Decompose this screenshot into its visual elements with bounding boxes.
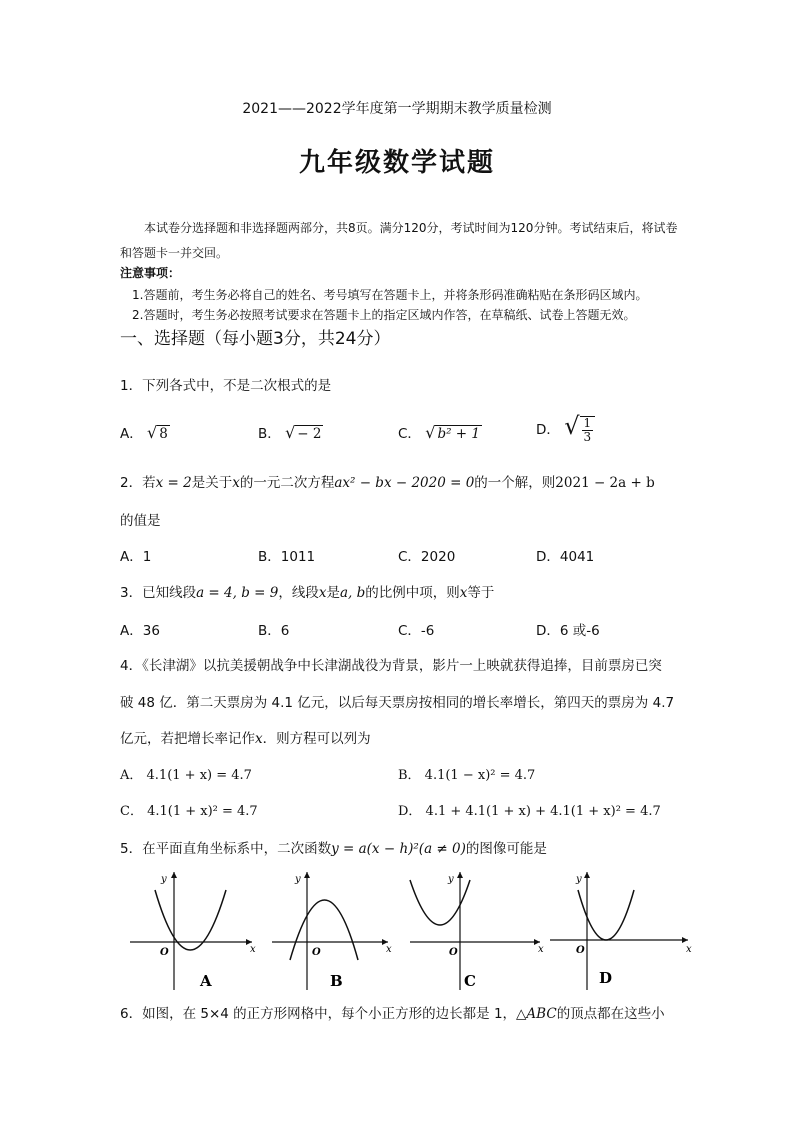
q2-expression: 2021 − 2a + b [555, 475, 655, 491]
q1-d-denominator: 3 [583, 430, 592, 444]
q1-option-d-label: D． [536, 422, 560, 438]
q1-c-radicand: b² + 1 [437, 426, 480, 442]
q3-ab: a, b [339, 585, 366, 601]
section-title: 一、选择题（每小题3分，共24分） [120, 329, 391, 349]
exam-intro: 本试卷分选择题和非选择题两部分，共8页。满分120分，考试时间为120分钟。考试结束后，将试卷和答题卡一并交回。 [120, 221, 678, 260]
sqrt-expression: √ 8 [147, 423, 168, 442]
graph-b-x-label: x [386, 944, 392, 955]
notice-item-1: 1.答题前，考生务必将自己的姓名、考号填写在答题卡上，并将条形码准确粘贴在条形码区域内。 [132, 288, 648, 302]
question-1-stem: 1．下列各式中，不是二次根式的是 [120, 378, 332, 394]
q2-text-pre: 2．若 [120, 475, 156, 491]
arrow-icon [171, 872, 177, 878]
graph-d [550, 872, 692, 990]
graph-b-origin: O [312, 947, 321, 958]
graph-a-x-label: x [250, 944, 256, 955]
question-5-stem [120, 837, 547, 857]
graph-c-y-label: y [448, 874, 454, 885]
question-2-stem [120, 471, 655, 491]
q3-option-a: A．36 [120, 623, 160, 639]
graph-c [410, 872, 544, 990]
q2-text-post: 的一个解，则 [474, 475, 556, 491]
graph-d-x-label: x [686, 944, 692, 955]
q1-option-a [120, 422, 170, 442]
q2-option-b: B．1011 [258, 549, 316, 565]
q1-b-radicand: − 2 [297, 426, 322, 442]
graph-d-y-label: y [576, 874, 582, 885]
q3-text-end: 等于 [467, 585, 495, 601]
graph-a-origin: O [160, 947, 169, 958]
question-2-line2: 的值是 [120, 513, 161, 529]
q2-equation: ax² − bx − 2020 = 0 [334, 475, 475, 491]
q4-line3-post: ．则方程可以列为 [262, 731, 371, 747]
question-3-stem [120, 581, 494, 601]
q4-variable: x [255, 731, 263, 747]
q2-condition: x = 2 [155, 475, 192, 491]
arrow-icon [457, 872, 463, 878]
question-4-line2: 破 48 亿．第二天票房为 4.1 亿元，以后每天票房按相同的增长率增长，第四天的票房为 4.7 [120, 695, 675, 711]
q5-equation: y = a(x − h)²(a ≠ 0) [331, 841, 466, 857]
sqrt-expression: √ b² + 1 [425, 423, 480, 442]
q5-graphs [0, 860, 794, 995]
graph-a-parabola [155, 890, 226, 950]
exam-title: 九年级数学试题 [298, 148, 495, 178]
graph-a-label: A [200, 972, 212, 990]
q3-values: a = 4, b = 9 [196, 585, 279, 601]
q1-d-numerator: 1 [583, 416, 592, 430]
q6-triangle: △ABC [516, 1006, 557, 1022]
q3-option-d: D．6 或-6 [536, 623, 600, 639]
q4-line3-pre: 亿元，若把增长率记作 [120, 731, 255, 747]
q4-option-d: D． 4.1 + 4.1(1 + x) + 4.1(1 + x)² = 4.7 [398, 804, 661, 819]
sqrt-expression: √ $\frac{1}{3}$ [564, 412, 595, 444]
q3-variable-2: x [459, 585, 468, 601]
q1-option-b [258, 422, 323, 442]
q4-option-b: B． 4.1(1 − x)² = 4.7 [398, 768, 536, 783]
q4-option-c: C． 4.1(1 + x)² = 4.7 [120, 804, 258, 819]
q1-a-radicand: 8 [159, 426, 168, 442]
question-4-line1: 4．《长津湖》以抗美援朝战争中长津湖战役为背景，影片一上映就获得追捧，目前票房已突 [120, 658, 662, 674]
q4-option-a: A． 4.1(1 + x) = 4.7 [120, 768, 252, 783]
notice-title: 注意事项： [120, 266, 181, 280]
q2-option-d: D．4041 [536, 549, 595, 565]
fraction [582, 417, 594, 444]
q6-text-post: 的顶点都在这些小 [556, 1006, 665, 1022]
arrow-icon [584, 872, 590, 878]
graph-c-origin: O [449, 947, 458, 958]
q1-option-c-label: C． [398, 426, 421, 442]
arrow-icon [682, 937, 688, 943]
graph-c-x-label: x [538, 944, 544, 955]
q3-text-mid: ，线段 [278, 585, 319, 601]
q1-option-a-label: A． [120, 426, 143, 442]
question-6-stem [120, 1002, 665, 1022]
exam-header: 2021——2022学年度第一学期期末教学质量检测 [242, 101, 552, 117]
q1-option-b-label: B． [258, 426, 281, 442]
graph-c-label: C [464, 972, 476, 990]
graph-d-label: D [599, 969, 613, 987]
arrow-icon [304, 872, 310, 878]
q3-text-post: 的比例中项，则 [365, 585, 460, 601]
graph-d-origin: O [576, 945, 585, 956]
graph-a-y-label: y [161, 874, 167, 885]
graph-b [272, 872, 392, 990]
q3-text-pre: 3．已知线段 [120, 585, 197, 601]
q1-option-d [536, 412, 595, 444]
notice-item-2: 2.答题时，考生务必按照考试要求在答题卡上的指定区域内作答，在草稿纸、试卷上答题无效。 [132, 308, 636, 322]
q3-option-c: C．-6 [398, 623, 435, 639]
graph-c-parabola [410, 880, 470, 925]
q2-text-mid2: 的一元二次方程 [239, 475, 335, 491]
q3-text-mid2: 是 [326, 585, 340, 601]
q3-variable: x [318, 585, 327, 601]
graph-b-label: B [330, 972, 343, 990]
question-4-line3 [120, 727, 371, 747]
sqrt-expression: √ − 2 [285, 423, 322, 442]
q1-option-c [398, 422, 482, 442]
graph-a [130, 872, 256, 990]
q5-text-pre: 5．在平面直角坐标系中，二次函数 [120, 841, 332, 857]
q2-option-c: C．2020 [398, 549, 456, 565]
graph-b-parabola [290, 900, 358, 960]
q6-text-pre: 6．如图，在 5×4 的正方形网格中，每个小正方形的边长都是 1， [120, 1006, 517, 1022]
graph-b-y-label: y [295, 874, 301, 885]
q5-text-post: 的图像可能是 [465, 841, 547, 857]
q2-option-a: A．1 [120, 549, 152, 565]
q2-variable: x [232, 475, 240, 491]
q3-option-b: B．6 [258, 623, 290, 639]
q2-text-mid: 是关于 [191, 475, 233, 491]
